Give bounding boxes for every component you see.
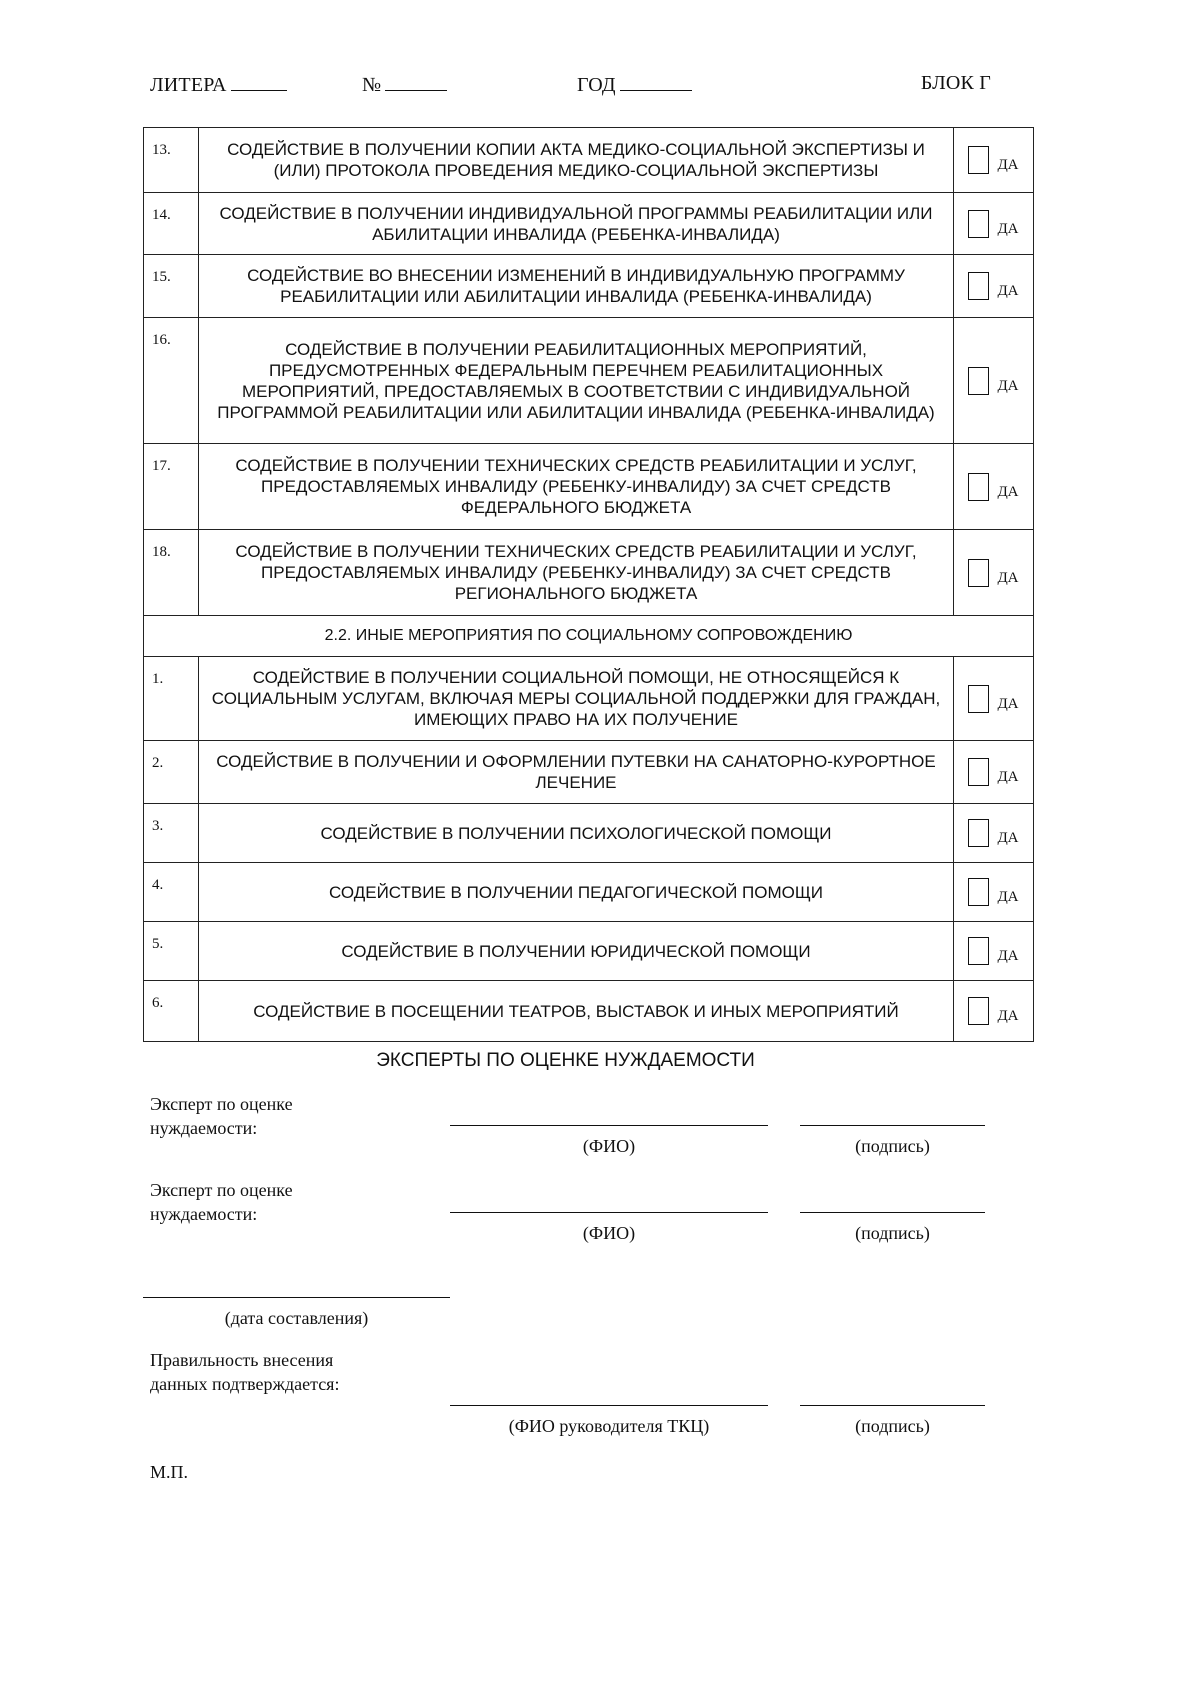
yes-checkbox-group (954, 210, 1033, 238)
expert2-label-line2: нуждаемости: (150, 1204, 258, 1224)
expert2-fio-caption: (ФИО) (582, 1223, 636, 1243)
expert2-label (150, 1178, 293, 1226)
row-text: СОДЕЙСТВИЕ В ПОЛУЧЕНИИ И ОФОРМЛЕНИИ ПУТЕВКИ НА САНАТОРНО-КУРОРТНОЕ ЛЕЧЕНИЕ (199, 741, 954, 804)
row-checkbox-cell (954, 128, 1034, 193)
row-text: СОДЕЙСТВИЕ В ПОСЕЩЕНИИ ТЕАТРОВ, ВЫСТАВОК И ИНЫХ МЕРОПРИЯТИЙ (199, 981, 954, 1042)
yes-checkbox-group (954, 272, 1033, 300)
yes-checkbox[interactable] (968, 146, 989, 174)
row-checkbox-cell (954, 530, 1034, 616)
table-row (144, 444, 1034, 530)
expert2-label-line1: Эксперт по оценке (150, 1180, 293, 1200)
yes-checkbox-group (954, 997, 1033, 1025)
yes-checkbox-group (954, 146, 1033, 174)
services-table-body-part2 (144, 657, 1034, 1042)
row-number: 5. (144, 922, 199, 981)
yes-checkbox-label: ДА (997, 377, 1019, 394)
table-row (144, 193, 1034, 255)
row-text: СОДЕЙСТВИЕ В ПОЛУЧЕНИИ ИНДИВИДУАЛЬНОЙ ПРОГРАММЫ РЕАБИЛИТАЦИИ ИЛИ АБИЛИТАЦИИ ИНВАЛИДА (РЕБЕНКА-ИНВАЛИДА) (199, 193, 954, 255)
yes-checkbox-label: ДА (997, 769, 1019, 785)
row-number: 4. (144, 863, 199, 922)
expert1-signature-line[interactable] (800, 1125, 985, 1126)
expert2-fio-line[interactable] (450, 1212, 768, 1213)
row-text: СОДЕЙСТВИЕ ВО ВНЕСЕНИИ ИЗМЕНЕНИЙ В ИНДИВИДУАЛЬНУЮ ПРОГРАММУ РЕАБИЛИТАЦИИ ИЛИ АБИЛИТАЦИИ ИНВАЛИДА (РЕБЕНКА-ИНВАЛИДА) (199, 255, 954, 318)
row-number: 3. (144, 804, 199, 863)
yes-checkbox-label: ДА (997, 283, 1019, 299)
yes-checkbox-group (954, 559, 1033, 587)
date-line[interactable] (143, 1297, 450, 1298)
head-signature-caption: (подпись) (855, 1416, 930, 1436)
head-fio-line[interactable] (450, 1405, 768, 1406)
row-text: СОДЕЙСТВИЕ В ПОЛУЧЕНИИ СОЦИАЛЬНОЙ ПОМОЩИ, НЕ ОТНОСЯЩЕЙСЯ К СОЦИАЛЬНЫМ УСЛУГАМ, ВКЛЮЧАЯ МЕРЫ СОЦИАЛЬНОЙ ПОДДЕРЖКИ ДЛЯ ГРАЖДАН, ИМЕЮЩИХ ПРАВО НА ИХ ПОЛУЧЕНИЕ (199, 657, 954, 741)
row-number: 14. (144, 193, 199, 255)
row-number: 13. (144, 128, 199, 193)
stamp-label: М.П. (150, 1462, 189, 1482)
row-checkbox-cell (954, 741, 1034, 804)
year-field (577, 72, 692, 97)
row-checkbox-cell (954, 193, 1034, 255)
services-table-body-part1 (144, 128, 1034, 616)
block-label: БЛОК Г (920, 72, 991, 94)
yes-checkbox-group (954, 819, 1033, 847)
row-number: 16. (144, 318, 199, 444)
table-row (144, 128, 1034, 193)
yes-checkbox-label: ДА (997, 220, 1019, 237)
row-number: 17. (144, 444, 199, 530)
expert1-signature-caption: (подпись) (855, 1136, 930, 1156)
yes-checkbox[interactable] (968, 937, 989, 965)
year-blank[interactable] (620, 72, 692, 91)
yes-checkbox-group (954, 367, 1033, 395)
expert1-fio-caption: (ФИО) (582, 1136, 636, 1156)
table-row (144, 530, 1034, 616)
row-checkbox-cell (954, 922, 1034, 981)
year-label: ГОД (577, 74, 616, 96)
litera-blank[interactable] (231, 72, 287, 91)
section-row (144, 616, 1034, 657)
number-label: № (362, 74, 382, 96)
row-text: СОДЕЙСТВИЕ В ПОЛУЧЕНИИ КОПИИ АКТА МЕДИКО-СОЦИАЛЬНОЙ ЭКСПЕРТИЗЫ И (ИЛИ) ПРОТОКОЛА ПРОВЕДЕНИЯ МЕДИКО-СОЦИАЛЬНОЙ ЭКСПЕРТИЗЫ (199, 128, 954, 193)
yes-checkbox-label: ДА (997, 695, 1019, 712)
yes-checkbox-label: ДА (997, 157, 1019, 173)
yes-checkbox[interactable] (968, 819, 989, 847)
expert1-label-line1: Эксперт по оценке (150, 1094, 293, 1114)
yes-checkbox-label: ДА (997, 948, 1019, 964)
expert1-fio-line[interactable] (450, 1125, 768, 1126)
table-row (144, 741, 1034, 804)
litera-label: ЛИТЕРА (150, 74, 227, 96)
yes-checkbox[interactable] (968, 210, 989, 238)
yes-checkbox[interactable] (968, 758, 989, 786)
yes-checkbox-group (954, 878, 1033, 906)
expert2-signature-line[interactable] (800, 1212, 985, 1213)
services-table (143, 127, 1034, 1042)
yes-checkbox[interactable] (968, 559, 989, 587)
confirm-label (150, 1348, 339, 1396)
yes-checkbox[interactable] (968, 878, 989, 906)
row-number: 6. (144, 981, 199, 1042)
row-number: 15. (144, 255, 199, 318)
row-text: СОДЕЙСТВИЕ В ПОЛУЧЕНИИ ПСИХОЛОГИЧЕСКОЙ ПОМОЩИ (199, 804, 954, 863)
yes-checkbox[interactable] (968, 997, 989, 1025)
yes-checkbox-label: ДА (997, 483, 1019, 500)
expert2-signature-caption: (подпись) (855, 1223, 930, 1243)
expert1-label (150, 1092, 293, 1140)
number-blank[interactable] (385, 72, 447, 91)
row-text: СОДЕЙСТВИЕ В ПОЛУЧЕНИИ ЮРИДИЧЕСКОЙ ПОМОЩИ (199, 922, 954, 981)
yes-checkbox-group (954, 758, 1033, 786)
yes-checkbox[interactable] (968, 473, 989, 501)
yes-checkbox[interactable] (968, 272, 989, 300)
yes-checkbox-label: ДА (997, 830, 1019, 846)
experts-title: ЭКСПЕРТЫ ПО ОЦЕНКЕ НУЖДАЕМОСТИ (376, 1050, 755, 1071)
row-checkbox-cell (954, 863, 1034, 922)
row-checkbox-cell (954, 981, 1034, 1042)
table-row (144, 863, 1034, 922)
yes-checkbox-group (954, 685, 1033, 713)
number-field (362, 72, 447, 97)
row-number: 2. (144, 741, 199, 804)
row-text: СОДЕЙСТВИЕ В ПОЛУЧЕНИИ РЕАБИЛИТАЦИОННЫХ МЕРОПРИЯТИЙ, ПРЕДУСМОТРЕННЫХ ФЕДЕРАЛЬНЫМ ПЕРЕЧНЕМ РЕАБИЛИТАЦИОННЫХ МЕРОПРИЯТИЙ, ПРЕДОСТАВЛЯЕМЫХ В СООТВЕТСТВИИ С ИНДИВИДУАЛЬНОЙ ПРОГРАММОЙ РЕАБИЛИТАЦИИ ИЛИ АБИЛИТАЦИИ ИНВАЛИДА (РЕБЕНКА-ИНВАЛИДА) (199, 318, 954, 444)
yes-checkbox-group (954, 937, 1033, 965)
yes-checkbox-label: ДА (997, 569, 1019, 586)
head-signature-line[interactable] (800, 1405, 985, 1406)
yes-checkbox[interactable] (968, 367, 989, 395)
row-checkbox-cell (954, 444, 1034, 530)
row-checkbox-cell (954, 657, 1034, 741)
row-text: СОДЕЙСТВИЕ В ПОЛУЧЕНИИ ПЕДАГОГИЧЕСКОЙ ПОМОЩИ (199, 863, 954, 922)
expert1-label-line2: нуждаемости: (150, 1118, 258, 1138)
table-row (144, 922, 1034, 981)
yes-checkbox-label: ДА (997, 889, 1019, 905)
row-checkbox-cell (954, 318, 1034, 444)
row-number: 18. (144, 530, 199, 616)
litera-field (150, 72, 287, 97)
section-row-group (144, 616, 1034, 657)
yes-checkbox-label: ДА (997, 1008, 1019, 1024)
table-row (144, 657, 1034, 741)
section-title: 2.2. ИНЫЕ МЕРОПРИЯТИЯ ПО СОЦИАЛЬНОМУ СОПРОВОЖДЕНИЮ (144, 616, 1034, 657)
row-number: 1. (144, 657, 199, 741)
row-checkbox-cell (954, 255, 1034, 318)
date-caption: (дата составления) (224, 1308, 369, 1328)
yes-checkbox-group (954, 473, 1033, 501)
confirm-label-line2: данных подтверждается: (150, 1374, 340, 1394)
table-row (144, 981, 1034, 1042)
row-text: СОДЕЙСТВИЕ В ПОЛУЧЕНИИ ТЕХНИЧЕСКИХ СРЕДСТВ РЕАБИЛИТАЦИИ И УСЛУГ, ПРЕДОСТАВЛЯЕМЫХ ИНВАЛИДУ (РЕБЕНКУ-ИНВАЛИДУ) ЗА СЧЕТ СРЕДСТВ ФЕДЕРАЛЬНОГО БЮДЖЕТА (199, 444, 954, 530)
table-row (144, 318, 1034, 444)
row-checkbox-cell (954, 804, 1034, 863)
row-text: СОДЕЙСТВИЕ В ПОЛУЧЕНИИ ТЕХНИЧЕСКИХ СРЕДСТВ РЕАБИЛИТАЦИИ И УСЛУГ, ПРЕДОСТАВЛЯЕМЫХ ИНВАЛИДУ (РЕБЕНКУ-ИНВАЛИДУ) ЗА СЧЕТ СРЕДСТВ РЕГИОНАЛЬНОГО БЮДЖЕТА (199, 530, 954, 616)
table-row (144, 255, 1034, 318)
yes-checkbox[interactable] (968, 685, 989, 713)
confirm-label-line1: Правильность внесения (150, 1350, 334, 1370)
table-row (144, 804, 1034, 863)
head-fio-caption: (ФИО руководителя ТКЦ) (508, 1416, 710, 1436)
